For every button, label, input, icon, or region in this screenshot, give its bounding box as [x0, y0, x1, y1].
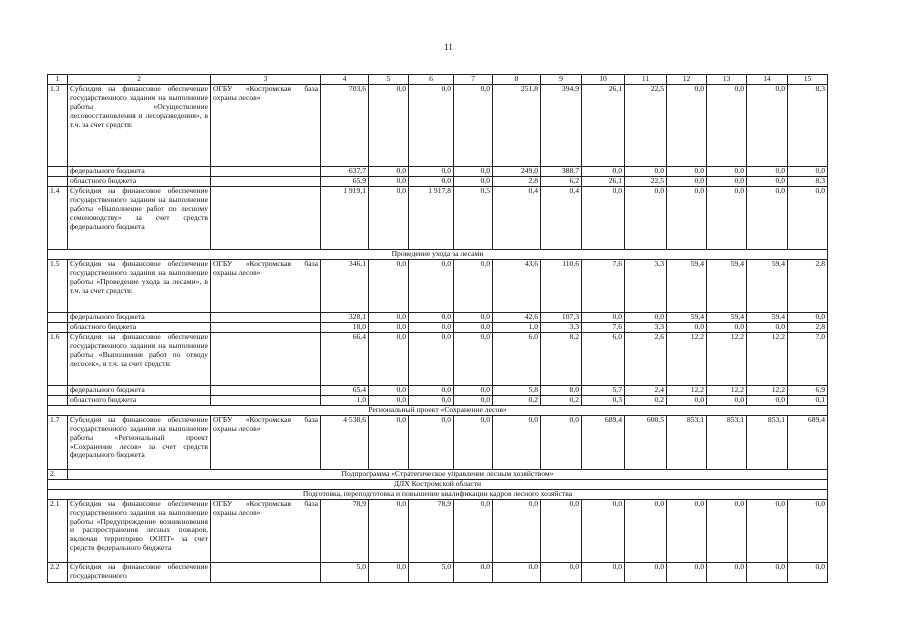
value-cell: 59,4 — [747, 312, 788, 322]
value-cell: 0,5 — [454, 187, 493, 250]
row-number: 1.6 — [48, 332, 68, 385]
row-number: 1.3 — [48, 85, 68, 167]
row-description: Субсидия на финансовое обеспечение государственного задания на выполнение работы «Проведение ухода за лесами», в т.ч. за счет средств: — [68, 259, 211, 312]
value-cell: 0,0 — [747, 85, 788, 167]
row-organization — [211, 167, 321, 177]
subprogram-heading: Подпрограмма «Стратегическое управление лесным хозяйством» — [68, 469, 828, 479]
value-cell: 853,1 — [667, 415, 707, 469]
column-header: 1 — [48, 75, 68, 85]
row-description: областного бюджета — [68, 395, 211, 405]
value-cell: 0,0 — [369, 259, 409, 312]
row-organization — [211, 385, 321, 395]
value-cell: 600,5 — [625, 415, 667, 469]
subprogram-row — [48, 469, 828, 479]
value-cell: 0,0 — [788, 499, 828, 562]
value-cell: 0,0 — [409, 322, 454, 332]
value-cell: 0,0 — [409, 395, 454, 405]
value-cell: 0,0 — [409, 85, 454, 167]
value-cell: 0,0 — [541, 415, 582, 469]
value-cell: 0,1 — [788, 395, 828, 405]
value-cell: 0,0 — [667, 322, 707, 332]
value-cell: 0,0 — [369, 395, 409, 405]
row-organization: ОГБУ «Костромская база охраны лесов» — [211, 415, 321, 469]
value-cell: 1,0 — [493, 322, 541, 332]
value-cell: 0,0 — [788, 562, 828, 582]
value-cell: 7,0 — [788, 332, 828, 385]
value-cell: 2,4 — [625, 385, 667, 395]
value-cell: 7,6 — [582, 259, 625, 312]
table-row — [48, 562, 828, 582]
value-cell: 346,1 — [321, 259, 369, 312]
value-cell: 0,0 — [625, 312, 667, 322]
row-description: Субсидия на финансовое обеспечение государственного задания на выполнение работы «Осуществление лесовосстановления и лесоразведения», в т.ч. за счет средств: — [68, 85, 211, 167]
table-row — [48, 415, 828, 469]
value-cell: 0,0 — [454, 167, 493, 177]
value-cell: 0,0 — [667, 177, 707, 187]
value-cell: 5,8 — [493, 385, 541, 395]
value-cell: 6,0 — [582, 332, 625, 385]
value-cell: 0,0 — [409, 415, 454, 469]
row-organization — [211, 322, 321, 332]
section-heading-row — [48, 479, 828, 489]
value-cell: 0,0 — [454, 562, 493, 582]
value-cell: 1 919,1 — [321, 187, 369, 250]
value-cell: 0,0 — [369, 187, 409, 250]
row-organization — [211, 187, 321, 250]
budget-source-row — [48, 385, 828, 395]
row-number — [48, 177, 68, 187]
value-cell: 703,6 — [321, 85, 369, 167]
row-description: федерального бюджета — [68, 167, 211, 177]
section-heading-row — [48, 250, 828, 260]
value-cell: 8,0 — [541, 385, 582, 395]
value-cell: 1 917,8 — [409, 187, 454, 250]
column-header: 15 — [788, 75, 828, 85]
table-row — [48, 259, 828, 312]
row-organization — [211, 177, 321, 187]
value-cell: 66,4 — [321, 332, 369, 385]
value-cell: 26,1 — [582, 85, 625, 167]
value-cell: 107,3 — [541, 312, 582, 322]
value-cell: 0,0 — [454, 385, 493, 395]
table-row — [48, 332, 828, 385]
value-cell: 12,2 — [747, 385, 788, 395]
value-cell: 0,0 — [667, 395, 707, 405]
row-organization — [211, 395, 321, 405]
value-cell: 26,1 — [582, 177, 625, 187]
value-cell: 0,0 — [409, 332, 454, 385]
value-cell: 0,0 — [582, 187, 625, 250]
budget-source-row — [48, 322, 828, 332]
value-cell: 59,4 — [747, 259, 788, 312]
value-cell: 8,3 — [788, 177, 828, 187]
column-header: 14 — [747, 75, 788, 85]
value-cell: 0,0 — [625, 167, 667, 177]
value-cell: 0,0 — [541, 562, 582, 582]
row-number — [48, 385, 68, 395]
row-number: 2.1 — [48, 499, 68, 562]
value-cell: 12,2 — [667, 385, 707, 395]
value-cell: 0,0 — [493, 415, 541, 469]
value-cell: 0,0 — [454, 312, 493, 322]
value-cell: 59,4 — [667, 259, 707, 312]
budget-table — [47, 74, 828, 583]
value-cell: 22,5 — [625, 85, 667, 167]
column-header: 12 — [667, 75, 707, 85]
value-cell: 0,0 — [747, 322, 788, 332]
value-cell: 0,0 — [582, 562, 625, 582]
row-organization — [211, 562, 321, 582]
budget-source-row — [48, 312, 828, 322]
value-cell: 3,3 — [541, 322, 582, 332]
value-cell: 0,0 — [454, 395, 493, 405]
value-cell: 0,4 — [541, 187, 582, 250]
value-cell: 0,0 — [707, 395, 747, 405]
column-header: 2 — [68, 75, 211, 85]
row-description: Субсидия на финансовое обеспечение государственного задания на выполнение работы «Выполнение работ по отводу лесосек», в т.ч. за счет средств: — [68, 332, 211, 385]
value-cell: 59,4 — [707, 259, 747, 312]
value-cell: 0,0 — [788, 312, 828, 322]
value-cell: 853,1 — [747, 415, 788, 469]
value-cell: 0,0 — [454, 322, 493, 332]
value-cell: 42,6 — [493, 312, 541, 322]
value-cell: 2,6 — [625, 332, 667, 385]
value-cell: 59,4 — [707, 312, 747, 322]
value-cell: 0,0 — [707, 499, 747, 562]
value-cell: 12,2 — [707, 332, 747, 385]
row-number: 1.7 — [48, 415, 68, 469]
value-cell: 0,0 — [409, 177, 454, 187]
value-cell: 0,0 — [409, 312, 454, 322]
value-cell: 0,0 — [454, 332, 493, 385]
column-header: 7 — [454, 75, 493, 85]
value-cell: 0,0 — [625, 562, 667, 582]
section-heading: Проведение ухода за лесами — [48, 250, 828, 260]
value-cell: 328,1 — [321, 312, 369, 322]
value-cell: 0,0 — [369, 177, 409, 187]
table-row — [48, 499, 828, 562]
column-header: 5 — [369, 75, 409, 85]
value-cell: 0,0 — [747, 177, 788, 187]
budget-source-row — [48, 167, 828, 177]
value-cell: 0,0 — [369, 322, 409, 332]
value-cell: 78,9 — [409, 499, 454, 562]
value-cell: 0,0 — [707, 322, 747, 332]
value-cell: 0,0 — [747, 187, 788, 250]
row-number — [48, 167, 68, 177]
row-organization: ОГБУ «Костромская база охраны лесов» — [211, 85, 321, 167]
value-cell: 0,0 — [667, 187, 707, 250]
value-cell: 4 538,6 — [321, 415, 369, 469]
value-cell: 3,3 — [625, 322, 667, 332]
value-cell: 394,9 — [541, 85, 582, 167]
value-cell: 0,0 — [454, 85, 493, 167]
value-cell: 689,4 — [788, 415, 828, 469]
column-header: 11 — [625, 75, 667, 85]
row-description: Субсидия на финансовое обеспечение государственного задания на выполнение работы «Предупреждение возникновения и распространения лесных пожаров, включая территорию ООПТ» за счет средств федерального бюджета — [68, 499, 211, 562]
value-cell: 0,0 — [454, 177, 493, 187]
row-organization — [211, 312, 321, 322]
value-cell: 6,9 — [788, 385, 828, 395]
row-number — [48, 395, 68, 405]
value-cell: 0,0 — [369, 415, 409, 469]
value-cell: 3,3 — [625, 259, 667, 312]
value-cell: 637,7 — [321, 167, 369, 177]
value-cell: 0,0 — [369, 562, 409, 582]
column-header: 10 — [582, 75, 625, 85]
row-description: областного бюджета — [68, 322, 211, 332]
value-cell: 0,0 — [788, 187, 828, 250]
value-cell: 0,0 — [707, 167, 747, 177]
page-number: 11 — [444, 42, 453, 52]
value-cell: 0,0 — [747, 499, 788, 562]
row-organization — [211, 332, 321, 385]
column-header: 4 — [321, 75, 369, 85]
value-cell: 0,0 — [707, 562, 747, 582]
value-cell: 0,2 — [493, 395, 541, 405]
column-header: 3 — [211, 75, 321, 85]
value-cell: 0,0 — [667, 167, 707, 177]
budget-source-row — [48, 395, 828, 405]
row-organization: ОГБУ «Костромская база охраны лесов» — [211, 499, 321, 562]
value-cell: 2,8 — [788, 322, 828, 332]
value-cell: 0,0 — [454, 415, 493, 469]
value-cell: 2,8 — [788, 259, 828, 312]
value-cell: 8,2 — [541, 332, 582, 385]
value-cell: 0,0 — [369, 332, 409, 385]
value-cell: 1,0 — [321, 395, 369, 405]
value-cell: 2,8 — [493, 177, 541, 187]
value-cell: 0,0 — [788, 167, 828, 177]
value-cell: 0,2 — [541, 395, 582, 405]
value-cell: 0,0 — [582, 499, 625, 562]
value-cell: 6,0 — [493, 332, 541, 385]
value-cell: 12,2 — [707, 385, 747, 395]
value-cell: 5,0 — [321, 562, 369, 582]
value-cell: 7,6 — [582, 322, 625, 332]
row-number: 2.2 — [48, 562, 68, 582]
value-cell: 0,0 — [493, 562, 541, 582]
row-number: 1.5 — [48, 259, 68, 312]
value-cell: 0,0 — [409, 259, 454, 312]
value-cell: 249,0 — [493, 167, 541, 177]
value-cell: 0,0 — [747, 167, 788, 177]
column-header: 13 — [707, 75, 747, 85]
value-cell: 43,6 — [493, 259, 541, 312]
value-cell: 0,0 — [747, 562, 788, 582]
value-cell: 0,0 — [667, 85, 707, 167]
value-cell: 12,2 — [747, 332, 788, 385]
row-description: федерального бюджета — [68, 312, 211, 322]
value-cell: 6,2 — [541, 177, 582, 187]
value-cell: 0,0 — [369, 85, 409, 167]
value-cell: 0,0 — [454, 499, 493, 562]
value-cell: 65,9 — [321, 177, 369, 187]
value-cell: 0,0 — [409, 167, 454, 177]
row-description: Субсидия на финансовое обеспечение государственного задания на выполнение работы «Региональный проект «Сохранение лесов» за счет средств федерального бюджета — [68, 415, 211, 469]
value-cell: 0,0 — [369, 167, 409, 177]
value-cell: 65,4 — [321, 385, 369, 395]
table-row — [48, 85, 828, 167]
value-cell: 0,0 — [707, 187, 747, 250]
value-cell: 0,0 — [369, 312, 409, 322]
value-cell: 18,0 — [321, 322, 369, 332]
row-number — [48, 312, 68, 322]
table-body — [48, 75, 828, 583]
value-cell: 5,0 — [409, 562, 454, 582]
value-cell: 110,6 — [541, 259, 582, 312]
value-cell: 12,2 — [667, 332, 707, 385]
section-heading: Подготовка, переподготовка и повышение квалификации кадров лесного хозяйства — [48, 489, 828, 499]
value-cell: 0,0 — [541, 499, 582, 562]
value-cell: 0,0 — [707, 85, 747, 167]
section-heading-row — [48, 405, 828, 415]
value-cell: 853,1 — [707, 415, 747, 469]
value-cell: 0,0 — [409, 385, 454, 395]
row-number: 1.4 — [48, 187, 68, 250]
row-number: 2. — [48, 469, 68, 479]
value-cell: 0,0 — [582, 167, 625, 177]
value-cell: 0,0 — [625, 187, 667, 250]
section-heading-row — [48, 489, 828, 499]
row-description: федерального бюджета — [68, 385, 211, 395]
value-cell: 0,0 — [667, 562, 707, 582]
column-header: 9 — [541, 75, 582, 85]
value-cell: 0,0 — [667, 499, 707, 562]
section-heading: Региональный проект «Сохранение лесов» — [48, 405, 828, 415]
value-cell: 78,9 — [321, 499, 369, 562]
value-cell: 0,3 — [582, 395, 625, 405]
header-row — [48, 75, 828, 85]
value-cell: 0,0 — [747, 395, 788, 405]
value-cell: 0,0 — [454, 259, 493, 312]
value-cell: 22,5 — [625, 177, 667, 187]
value-cell: 251,8 — [493, 85, 541, 167]
value-cell: 5,7 — [582, 385, 625, 395]
budget-source-row — [48, 177, 828, 187]
value-cell: 0,0 — [369, 385, 409, 395]
value-cell: 0,0 — [625, 499, 667, 562]
value-cell: 0,2 — [625, 395, 667, 405]
value-cell: 8,3 — [788, 85, 828, 167]
column-header: 6 — [409, 75, 454, 85]
value-cell: 0,0 — [582, 312, 625, 322]
value-cell: 0,0 — [707, 177, 747, 187]
column-header: 8 — [493, 75, 541, 85]
row-description: Субсидия на финансовое обеспечение государственного — [68, 562, 211, 582]
row-description: областного бюджета — [68, 177, 211, 187]
value-cell: 59,4 — [667, 312, 707, 322]
value-cell: 0,0 — [369, 499, 409, 562]
value-cell: 388,7 — [541, 167, 582, 177]
row-description: Субсидия на финансовое обеспечение государственного задания на выполнение работы «Выполнение работ по лесному семеноводству» за счет средств федерального бюджета — [68, 187, 211, 250]
value-cell: 0,4 — [493, 187, 541, 250]
row-organization: ОГБУ «Костромская база охраны лесов» — [211, 259, 321, 312]
section-heading: ДЛХ Костромской области — [48, 479, 828, 489]
row-number — [48, 322, 68, 332]
table-row — [48, 187, 828, 250]
value-cell: 0,0 — [493, 499, 541, 562]
value-cell: 689,4 — [582, 415, 625, 469]
